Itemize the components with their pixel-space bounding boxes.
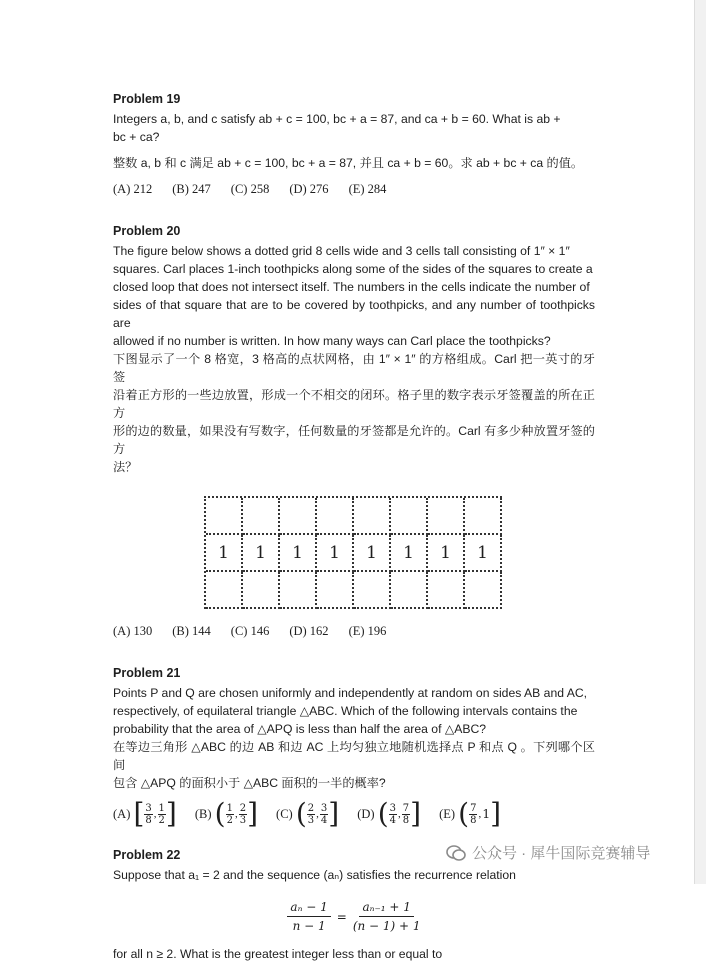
choice-a: (A) 130 — [113, 624, 153, 638]
grid-cell — [391, 572, 428, 609]
problem-20-text-en-line4: sides of that square that are to be covered by toothpicks, and any number of toothpicks are — [113, 298, 595, 330]
problem-22-text-line1: Suppose that a₁ = 2 and the sequence (aₙ) satisfies the recurrence relation — [113, 868, 516, 882]
grid-cell-number: 1 — [428, 535, 465, 572]
rhs-numerator: aₙ₋₁ + 1 — [359, 898, 413, 917]
page-edge — [694, 0, 706, 884]
grid-cell — [317, 572, 354, 609]
grid-cell — [465, 572, 502, 609]
grid-cell — [428, 498, 465, 535]
recurrence-formula: $\frac{\text{aₙ − 1}}{n - 1}$ = $\frac{\text{aₙ₋₁ + 1}}{(n - 1) + 1}$ — [113, 898, 595, 935]
grid-cell-number: 1 — [391, 535, 428, 572]
grid-cell — [354, 572, 391, 609]
grid-cell — [206, 572, 243, 609]
problem-21-choices — [113, 797, 595, 830]
problem-21 — [113, 664, 595, 828]
problem-20-text-en-line1: The figure below shows a dotted grid 8 cells wide and 3 cells tall consisting of 1″ × 1″ — [113, 244, 570, 258]
problem-22-text-line2: for all n ≥ 2. What is the greatest integer less than or equal to — [113, 947, 443, 961]
problem-21-text-en-line3: probability that the area of △APQ is less than half the area of △ABC? — [113, 722, 487, 736]
problem-21-text-zh-line1: 在等边三角形 △ABC 的边 AB 和边 AC 上均匀独立地随机选择点 P 和点 Q 。下列哪个区间 — [113, 740, 595, 772]
grid-cell — [206, 498, 243, 535]
problem-20-text-zh-line2: 沿着正方形的一些边放置，形成一个不相交的闭环。格子里的数字表示牙签覆盖的所在正方 — [113, 388, 595, 420]
dotted-grid — [204, 496, 502, 609]
choice-c: (C) 258 — [230, 182, 270, 196]
watermark-text: 公众号 · 犀牛国际竞赛辅导 — [472, 845, 651, 862]
problem-21-text-en-line2: respectively, of equilateral triangle △ABC. Which of the following intervals contains the — [113, 704, 578, 718]
grid-cell — [428, 572, 465, 609]
wechat-icon — [446, 845, 466, 861]
choice-e: (E) 284 — [348, 182, 387, 196]
grid-cell-number: 1 — [317, 535, 354, 572]
grid-cell — [280, 498, 317, 535]
grid-cell — [465, 498, 502, 535]
problem-19 — [113, 90, 595, 198]
problem-20-text-zh-line4: 法？ — [113, 460, 138, 474]
choice-c: (C) ( 2 3 , 3 4 ] — [276, 797, 340, 830]
grid-cell — [243, 498, 280, 535]
grid-cell — [317, 498, 354, 535]
lhs-denominator: n − 1 — [292, 919, 326, 933]
choice-c: (C) 146 — [230, 624, 270, 638]
choice-b: (B) 247 — [172, 182, 211, 196]
choice-a: (A) 212 — [113, 182, 153, 196]
problem-19-text-zh: 整数 a, b 和 c 满足 ab + c = 100, bc + a = 87, 并且 ca + b = 60。求 ab + bc + ca 的值。 — [113, 156, 584, 170]
choice-a: (A) [ 3 8 , 1 2 ] — [113, 797, 177, 830]
grid-cell — [391, 498, 428, 535]
problem-20-text-en-line3: closed loop that does not intersect itself. The numbers in the cells indicate the number of — [113, 280, 590, 294]
choice-b: (B) 144 — [172, 624, 211, 638]
problem-20-choices — [113, 622, 595, 640]
watermark — [446, 842, 650, 863]
grid-cell-number: 1 — [354, 535, 391, 572]
problem-21-text-zh-line2: 包含 △APQ 的面积小于 △ABC 面积的一半的概率? — [113, 776, 386, 790]
problem-19-choices — [113, 180, 595, 198]
choice-e: (E) ( 7 8 , 1 ] — [439, 797, 502, 830]
choice-d: (D) ( 3 4 , 7 8 ] — [357, 797, 422, 830]
rhs-denominator: (n − 1) + 1 — [352, 919, 421, 933]
grid-cell — [354, 498, 391, 535]
problem-21-title: Problem 21 — [113, 666, 181, 680]
grid-cell — [243, 572, 280, 609]
problem-22-title: Problem 22 — [113, 848, 181, 862]
problem-content — [113, 90, 595, 963]
problem-19-title: Problem 19 — [113, 92, 181, 106]
problem-20-title: Problem 20 — [113, 224, 181, 238]
problem-21-text-en-line1: Points P and Q are chosen uniformly and independently at random on sides AB and AC, — [113, 686, 588, 700]
choice-b: (B) ( 1 2 , 2 3 ] — [194, 797, 259, 830]
choice-e: (E) 196 — [348, 624, 387, 638]
grid-cell-number: 1 — [206, 535, 243, 572]
grid-cell-number: 1 — [465, 535, 502, 572]
problem-20-text-zh-line1: 下图显示了一个 8 格宽，3 格高的点状网格，由 1″ × 1″ 的方格组成。Carl 把一英寸的牙签 — [113, 352, 595, 384]
grid-cell — [280, 572, 317, 609]
dotted-grid-figure — [113, 494, 595, 622]
grid-cell-number: 1 — [280, 535, 317, 572]
choice-d: (D) 162 — [289, 624, 329, 638]
problem-20 — [113, 222, 595, 640]
problem-22 — [113, 846, 595, 963]
grid-cell-number: 1 — [243, 535, 280, 572]
problem-20-text-zh-line3: 形的边的数量，如果没有写数字，任何数量的牙签都是允许的。Carl 有多少种放置牙签的方 — [113, 424, 595, 456]
problem-19-text-en-line1: Integers a, b, and c satisfy ab + c = 100, bc + a = 87, and ca + b = 60. What is ab + — [113, 112, 561, 126]
choice-d: (D) 276 — [289, 182, 329, 196]
problem-20-text-en-line5: allowed if no number is written. In how many ways can Carl place the toothpicks? — [113, 334, 551, 348]
problem-19-text-en-line2: bc + ca? — [113, 130, 160, 144]
problem-20-text-en-line2: squares. Carl places 1-inch toothpicks along some of the sides of the squares to create a — [113, 262, 593, 276]
lhs-numerator: aₙ − 1 — [287, 898, 330, 917]
